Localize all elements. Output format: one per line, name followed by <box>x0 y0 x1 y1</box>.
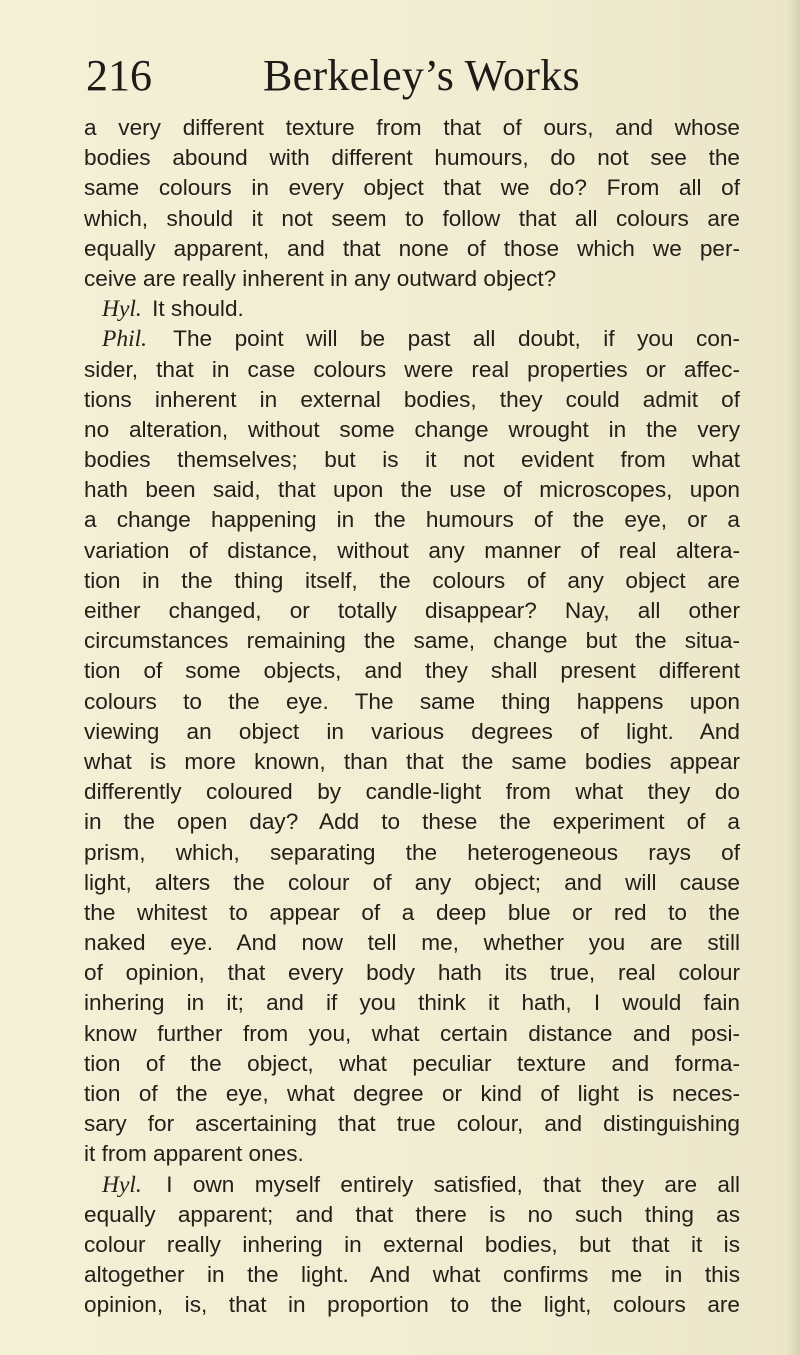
text-line <box>84 1079 740 1109</box>
speaker-line <box>84 294 740 324</box>
text-line <box>84 204 740 234</box>
line-text: altogether in the light. And what confirms me in this <box>84 1262 740 1288</box>
line-text: differently coloured by candle-light from what they do <box>84 779 740 805</box>
line-text: a change happening in the humours of the eye, or a <box>84 507 740 533</box>
speaker-line <box>84 1170 740 1200</box>
line-text: tion of the eye, what degree or kind of light is neces- <box>84 1081 740 1106</box>
text-line <box>84 596 740 626</box>
text-line <box>84 1260 740 1290</box>
text-line <box>84 355 740 385</box>
line-text: colour really inhering in external bodies, but that it is <box>84 1231 740 1257</box>
line-text: either changed, or totally disappear? Nay, all other <box>84 598 740 623</box>
text-line <box>84 958 740 988</box>
line-text: tion in the thing itself, the colours of any object are <box>84 567 740 593</box>
text-line <box>84 173 740 203</box>
line-text: hath been said, that upon the use of microscopes, upon <box>84 477 740 503</box>
line-text: viewing an object in various degrees of light. And <box>84 718 740 744</box>
line-text: I own myself entirely satisfied, that they are all <box>166 1171 741 1197</box>
text-line <box>84 1019 740 1049</box>
page-header <box>86 48 686 104</box>
text-line <box>84 687 740 717</box>
line-text: opinion, is, that in proportion to the light, colours are <box>84 1292 740 1318</box>
line-text: tion of some objects, and they shall present different <box>84 658 740 684</box>
text-line <box>84 475 740 505</box>
text-line <box>84 264 740 294</box>
line-text: the whitest to appear of a deep blue or red to the <box>84 899 740 925</box>
line-text: in the open day? Add to these the experiment of a <box>84 809 740 835</box>
text-line <box>84 838 740 868</box>
line-text: same colours in every object that we do? From all of <box>84 175 740 201</box>
text-line <box>84 415 740 445</box>
line-text: which, should it not seem to follow that all colours are <box>84 205 740 231</box>
page-edge-shadow <box>786 0 800 1355</box>
text-line <box>84 717 740 747</box>
line-text: bodies themselves; but is it not evident from what <box>84 447 740 473</box>
text-line <box>84 656 740 686</box>
line-text: inhering in it; and if you think it hath, I would fain <box>84 990 740 1016</box>
text-line <box>84 747 740 777</box>
line-text: bodies abound with different humours, do not see the <box>84 145 740 171</box>
text-line <box>84 1230 740 1260</box>
line-text: equally apparent, and that none of those which we per- <box>84 235 740 261</box>
text-line <box>84 928 740 958</box>
text-line <box>84 626 740 656</box>
text-line <box>84 1290 740 1320</box>
line-text: colours to the eye. The same thing happens upon <box>84 688 740 714</box>
speaker-name: Hyl. <box>102 296 142 323</box>
line-text: prism, which, separating the heterogeneous rays of <box>84 839 740 865</box>
speaker-name: Phil. <box>102 326 148 353</box>
text-line <box>84 868 740 898</box>
text-line <box>84 445 740 475</box>
text-line <box>84 777 740 807</box>
line-text: no alteration, without some change wrought in the very <box>84 416 740 442</box>
line-text: circumstances remaining the same, change but the situa- <box>84 628 740 654</box>
text-line <box>84 113 740 143</box>
text-line <box>84 234 740 264</box>
text-line <box>84 1109 740 1139</box>
text-line <box>84 1139 740 1169</box>
line-text: ceive are really inherent in any outward object? <box>84 265 557 291</box>
text-line <box>84 566 740 596</box>
text-line <box>84 385 740 415</box>
line-text: tion of the object, what peculiar texture and forma- <box>84 1050 740 1076</box>
speaker-line <box>84 324 740 354</box>
running-title: Berkeley’s Works <box>263 51 580 100</box>
text-line <box>84 807 740 837</box>
body-text <box>84 113 740 1321</box>
line-text: tions inherent in external bodies, they could admit of <box>84 386 740 412</box>
text-line <box>84 505 740 535</box>
line-text: what is more known, than that the same bodies appear <box>84 748 740 774</box>
line-text: of opinion, that every body hath its true, real colour <box>84 960 740 986</box>
speaker-name: Hyl. <box>102 1171 142 1198</box>
line-text: it from apparent ones. <box>84 1141 304 1167</box>
line-text: know further from you, what certain distance and posi- <box>84 1020 740 1046</box>
line-text: variation of distance, without any manner of real altera- <box>84 537 740 563</box>
text-line <box>84 143 740 173</box>
text-line <box>84 536 740 566</box>
page-number: 216 <box>86 51 152 100</box>
line-text: light, alters the colour of any object; and will cause <box>84 869 740 895</box>
text-line <box>84 1200 740 1230</box>
line-text: naked eye. And now tell me, whether you are still <box>84 930 740 956</box>
line-text: sary for ascertaining that true colour, and distinguishing <box>84 1111 740 1137</box>
text-line <box>84 898 740 928</box>
text-line <box>84 988 740 1018</box>
text-line <box>84 1049 740 1079</box>
line-text: The point will be past all doubt, if you con- <box>173 326 740 352</box>
line-text: sider, that in case colours were real properties or affec- <box>84 356 740 382</box>
line-text: equally apparent; and that there is no such thing as <box>84 1201 740 1227</box>
line-text: It should. <box>152 296 244 322</box>
line-text: a very different texture from that of ours, and whose <box>84 115 740 140</box>
